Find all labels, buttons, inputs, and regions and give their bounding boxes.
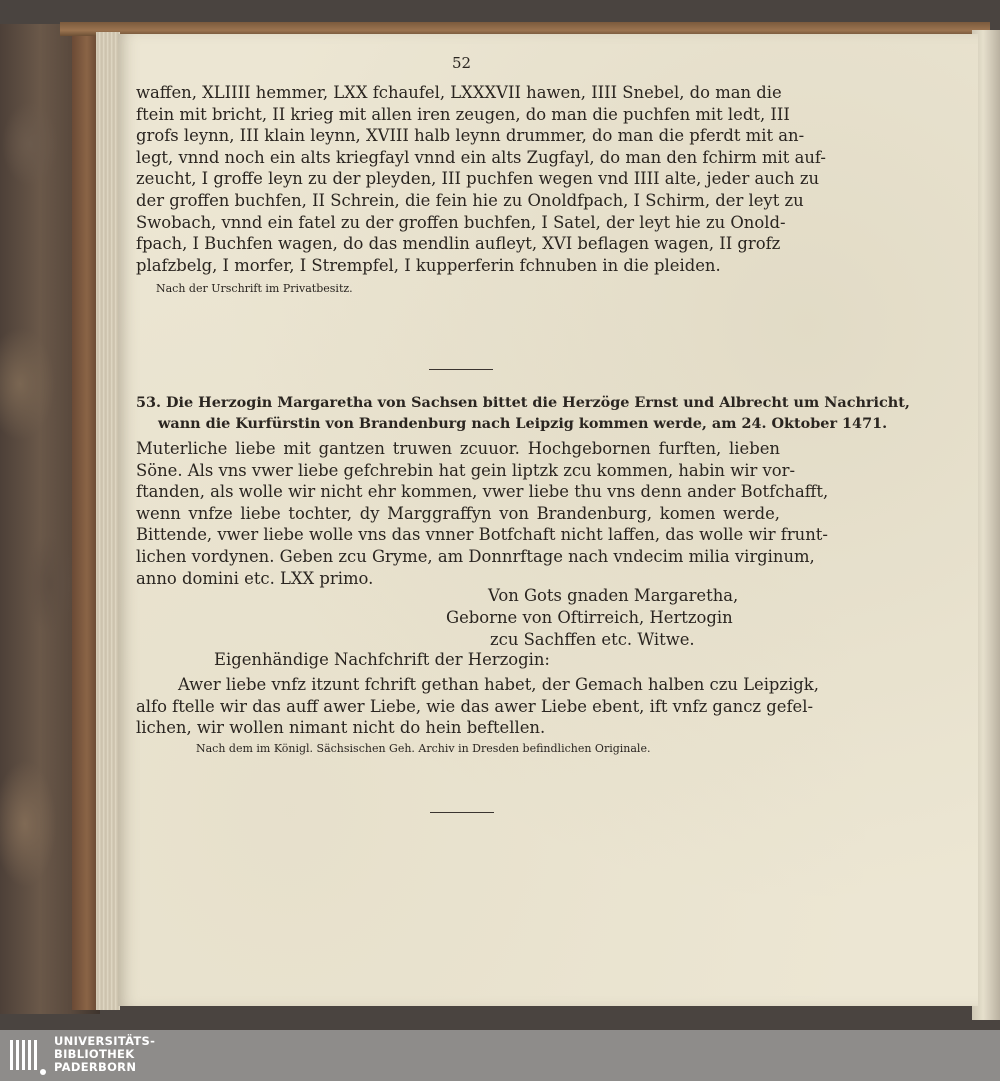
text-line: alfo ftelle wir das auff awer Liebe, wie das awer Liebe ebent, ift vnfz gancz gefel- [136,696,813,716]
page-edges-left [96,32,120,1010]
heading-line: wann die Kurfürstin von Brandenburg nach Leipzig kommen werde, am 24. Oktober 1471. [158,415,888,432]
library-name [54,1035,155,1074]
text-line: fpach, I Buchfen wagen, do das mendlin aufleyt, XVI beflagen wagen, II grofz [136,234,781,254]
text-line: wenn vnfze liebe tochter, dy Marggraffyn von Brandenburg, komen werde, [136,503,780,523]
text-line: waffen, XLIIII hemmer, LXX fchaufel, LXXXVII hawen, IIII Snebel, do man die [136,83,782,102]
library-name-line: PADERBORN [54,1060,137,1074]
text-line: grofs leynn, III klain leynn, XVIII halb leynn drummer, do man die pferdt mit an- [136,126,805,146]
library-name-line: UNIVERSITÄTS- [54,1034,156,1048]
text-line: Söne. Als vns vwer liebe gefchrebin hat gein liptzk zcu kommen, habin wir vor- [136,460,796,480]
signature-line: Von Gots gnaden Margaretha, [488,586,739,605]
heading-line: 53. Die Herzogin Margaretha von Sachsen bittet die Herzöge Ernst und Albrecht um Nachricht, [136,394,910,411]
text-line: der groffen buchfen, II Schrein, die fein hie zu Onoldfpach, I Schirm, der leyt zu [136,190,804,210]
document-heading [136,392,910,434]
library-logo-icon [6,1034,50,1078]
text-line: ftein mit bricht, II krieg mit allen iren zeugen, do man die puchfen mit ledt, III [136,104,790,124]
text-line: Awer liebe vnfz itzunt fchrift gethan habet, der Gemach halben czu Leipzigk, [178,675,819,694]
text-line: lichen vordynen. Geben zcu Gryme, am Donnrftage nach vndecim milia virginum, [136,546,815,566]
text-line: Swobach, vnnd ein fatel zu der groffen buchfen, I Satel, der leyt hie zu Onold- [136,212,786,232]
letter-body [136,438,829,589]
source-note: Nach der Urschrift im Privatbesitz. [156,282,353,295]
text-line: Bittende, vwer liebe wolle vns das vnner Botfchaft nicht laffen, das wolle wir frunt- [136,525,828,545]
text-line: zeucht, I groffe leyn zu der pleyden, III puchfen wegen vnd IIII alte, jeder auch zu [136,169,820,189]
page-number: 52 [452,54,472,72]
postscript-heading: Eigenhändige Nachfchrift der Herzogin: [214,650,550,669]
source-note: Nach dem im Königl. Sächsischen Geh. Archiv in Dresden befindlichen Originale. [196,742,651,755]
text-line: anno domini etc. LXX primo. [136,568,374,588]
signature-line: zcu Sachffen etc. Witwe. [490,630,695,649]
text-line: plafzbelg, I morfer, I Strempfel, I kupperferin fchnuben in die pleiden. [136,255,721,275]
text-line: legt, vnnd noch ein alts kriegfayl vnnd ein alts Zugfayl, do man den fchirm mit auf- [136,147,826,167]
signature-line: Geborne von Oftirreich, Hertzogin [446,608,733,627]
paragraph-inventory [136,82,826,276]
library-name-line: BIBLIOTHEK [54,1047,135,1061]
section-divider [430,812,494,813]
text-line: lichen, wir wollen nimant nicht do hein beftellen. [136,718,546,738]
text-line: ftanden, als wolle wir nicht ehr kommen, vwer liebe thu vns denn ander Botfchafft, [136,482,829,502]
text-line: Muterliche liebe mit gantzen truwen zcuuor. Hochgebornen furften, lieben [136,439,780,458]
postscript-body [136,674,819,739]
section-divider [429,369,493,370]
